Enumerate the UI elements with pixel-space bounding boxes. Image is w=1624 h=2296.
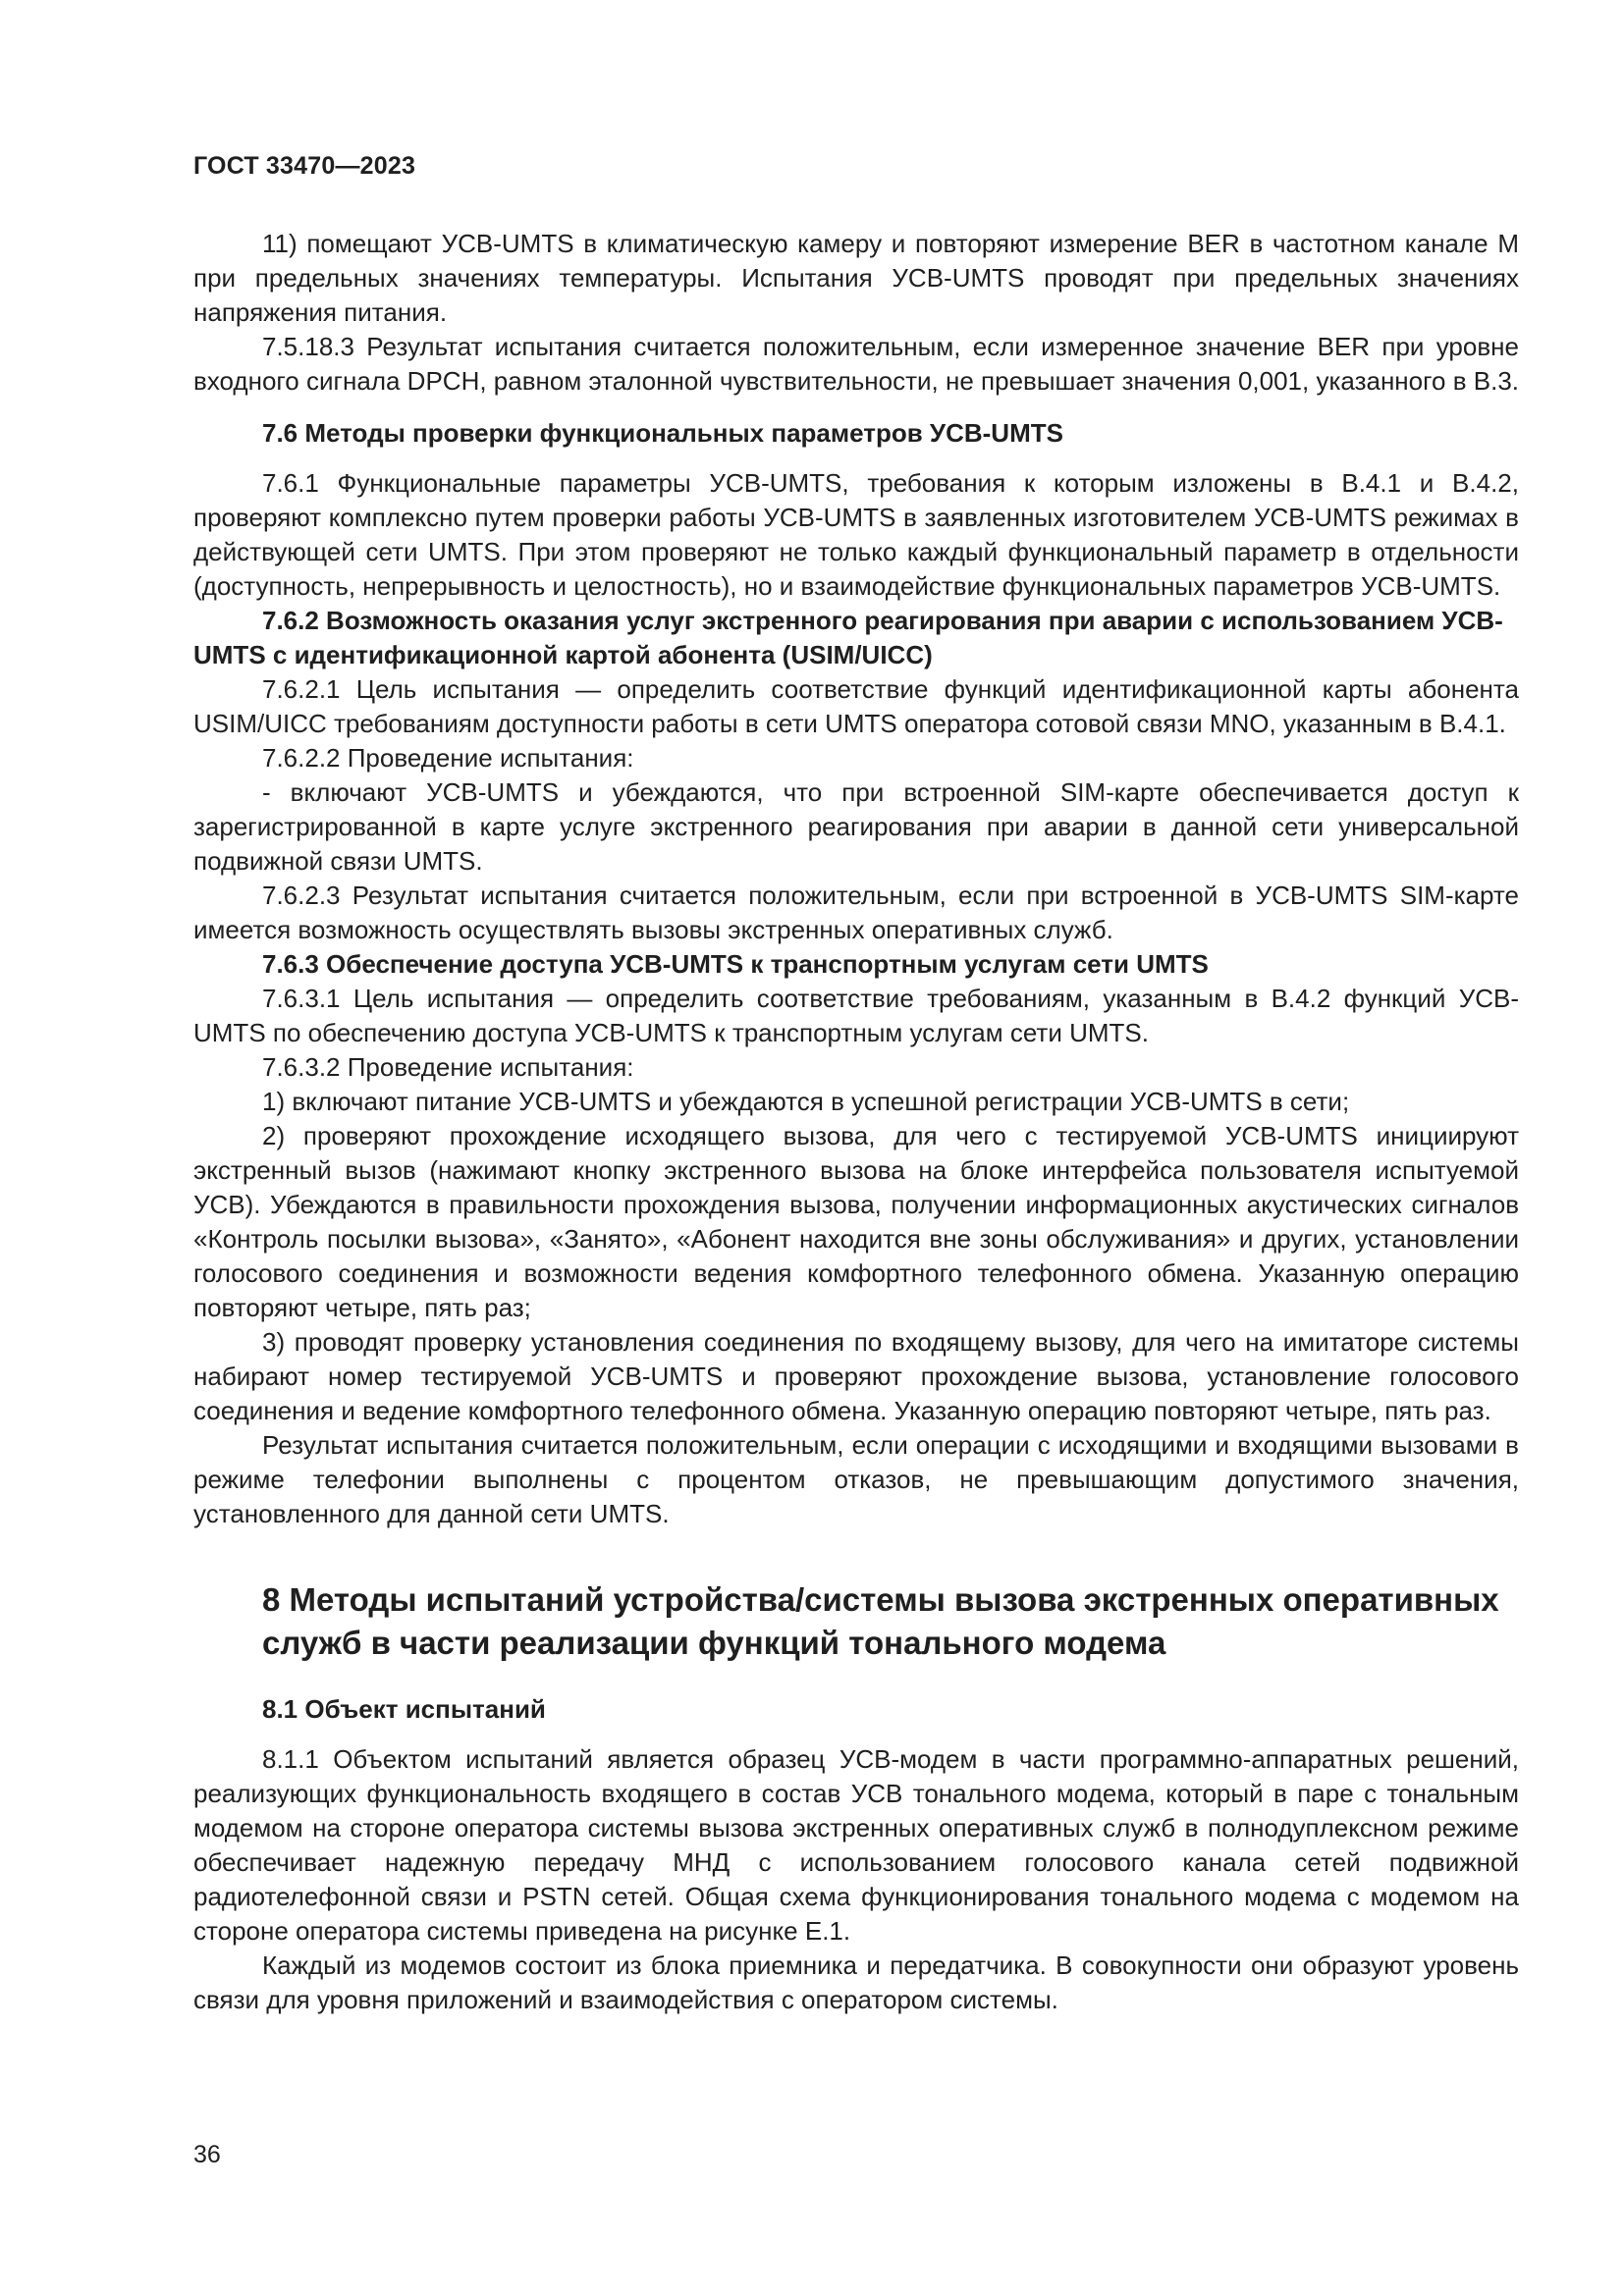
document-body — [193, 227, 1519, 2017]
paragraph-step-3: 3) проводят проверку установления соединения по входящему вызову, для чего на имитаторе системы набирают номер тестируемой УСВ-UMTS и проверяют прохождение вызова, установление голосового соединения и ведение комфортного телефонного обмена. Указанную операцию повторяют четыре, пять раз. — [193, 1327, 1519, 1425]
paragraph-7-6-3-1: 7.6.3.1 Цель испытания — определить соответствие требованиям, указанным в В.4.2 функций УСВ-UMTS по обеспечению доступа УСВ-UMTS к транспортным услугам сети UMTS. — [193, 984, 1519, 1047]
paragraph-step-1: 1) включают питание УСВ-UMTS и убеждаются в успешной регистрации УСВ-UMTS в сети; — [262, 1087, 1350, 1116]
paragraph-item-11: 11) помещают УСВ-UMTS в климатическую камеру и повторяют измерение BER в частотном канале M при предельных значениях температуры. Испытания УСВ-UMTS проводят при предельных значениях напряжения питания. — [193, 229, 1519, 327]
paragraph-result: Результат испытания считается положительным, если операции с исходящими и входящими вызовами в режиме телефонии выполнены с процентом отказов, не превышающим допустимого значения, установленного для данной сети UMTS. — [193, 1430, 1519, 1528]
section-heading-7-6-2: 7.6.2 Возможность оказания услуг экстренного реагирования при аварии с использованием УСВ-UMTS с идентификационной картой абонента (USIM/UICC) — [193, 606, 1503, 669]
paragraph-7-5-18-3: 7.5.18.3 Результат испытания считается положительным, если измеренное значение BER при уровне входного сигнала DPCH, равном эталонной чувствительности, не превышает значения 0,001, указанного в В.3. — [193, 332, 1520, 396]
paragraph-8-1-1: 8.1.1 Объектом испытаний является образец УСВ-модем в части программно-аппаратных решений, реализующих функциональность входящего в состав УСВ тонального модема, который в паре с тональным модемом на стороне оператора системы вызова экстренных оперативных служб в полнодуплексном режиме обеспечивает надежную передачу МНД с использованием голосового канала сетей подвижной радиотелефонной связи и PSTN сетей. Общая схема функционирования тонального модема с модемом на стороне оператора системы приведена на рисунке Е.1. — [193, 1744, 1519, 1946]
paragraph-7-6-2-3: 7.6.2.3 Результат испытания считается положительным, если при встроенной в УСВ-UMTS SIM-карте имеется возможность осуществлять вызовы экстренных оперативных служб. — [193, 881, 1519, 944]
paragraph-7-6-2-1: 7.6.2.1 Цель испытания — определить соответствие функций идентификационной карты абонента USIM/UICC требованиям доступности работы в сети UMTS оператора сотовой связи MNO, указанным в В.4.1. — [193, 674, 1519, 738]
chapter-heading-8: 8 Методы испытаний устройства/системы вызова экстренных оперативных служб в части реализации функций тонального модема — [262, 1581, 1499, 1661]
paragraph-list-item: - включают УСВ-UMTS и убеждаются, что при встроенной SIM-карте обеспечивается доступ к зарегистрированной в карте услуге экстренного реагирования при аварии в данной сети универсальной подвижной связи UMTS. — [193, 777, 1519, 876]
section-heading-8-1: 8.1 Объект испытаний — [262, 1694, 546, 1724]
paragraph-modems: Каждый из модемов состоит из блока приемника и передатчика. В совокупности они образуют уровень связи для уровня приложений и взаимодействия с оператором системы. — [193, 1950, 1519, 2014]
standard-id-header: ГОСТ 33470—2023 — [193, 152, 416, 180]
page-number: 36 — [193, 2141, 221, 2168]
paragraph-7-6-2-2: 7.6.2.2 Проведение испытания: — [262, 743, 634, 773]
section-heading-7-6-3: 7.6.3 Обеспечение доступа УСВ-UMTS к транспортным услугам сети UMTS — [262, 949, 1209, 979]
paragraph-7-6-1: 7.6.1 Функциональные параметры УСВ-UMTS, требования к которым изложены в В.4.1 и В.4.2, проверяют комплексно путем проверки работы УСВ-UMTS в заявленных изготовителем УСВ-UMTS режимах в действующей сети UMTS. При этом проверяют не только каждый функциональный параметр в отдельности (доступность, непрерывность и целостность), но и взаимодействие функциональных параметров УСВ-UMTS. — [193, 468, 1519, 601]
paragraph-7-6-3-2: 7.6.3.2 Проведение испытания: — [262, 1052, 634, 1082]
section-heading-7-6: 7.6 Методы проверки функциональных параметров УСВ-UMTS — [262, 418, 1063, 448]
paragraph-step-2: 2) проверяют прохождение исходящего вызова, для чего с тестируемой УСВ-UMTS инициируют экстренный вызов (нажимают кнопку экстренного вызова на блоке интерфейса пользователя испытуемой УСВ). Убеждаются в правильности прохождения вызова, получении информационных акустических сигналов «Контроль посылки вызова», «Занято», «Абонент находится вне зоны обслуживания» и других, установлении голосового соединения и возможности ведения комфортного телефонного обмена. Указанную операцию повторяют четыре, пять раз; — [193, 1121, 1519, 1322]
